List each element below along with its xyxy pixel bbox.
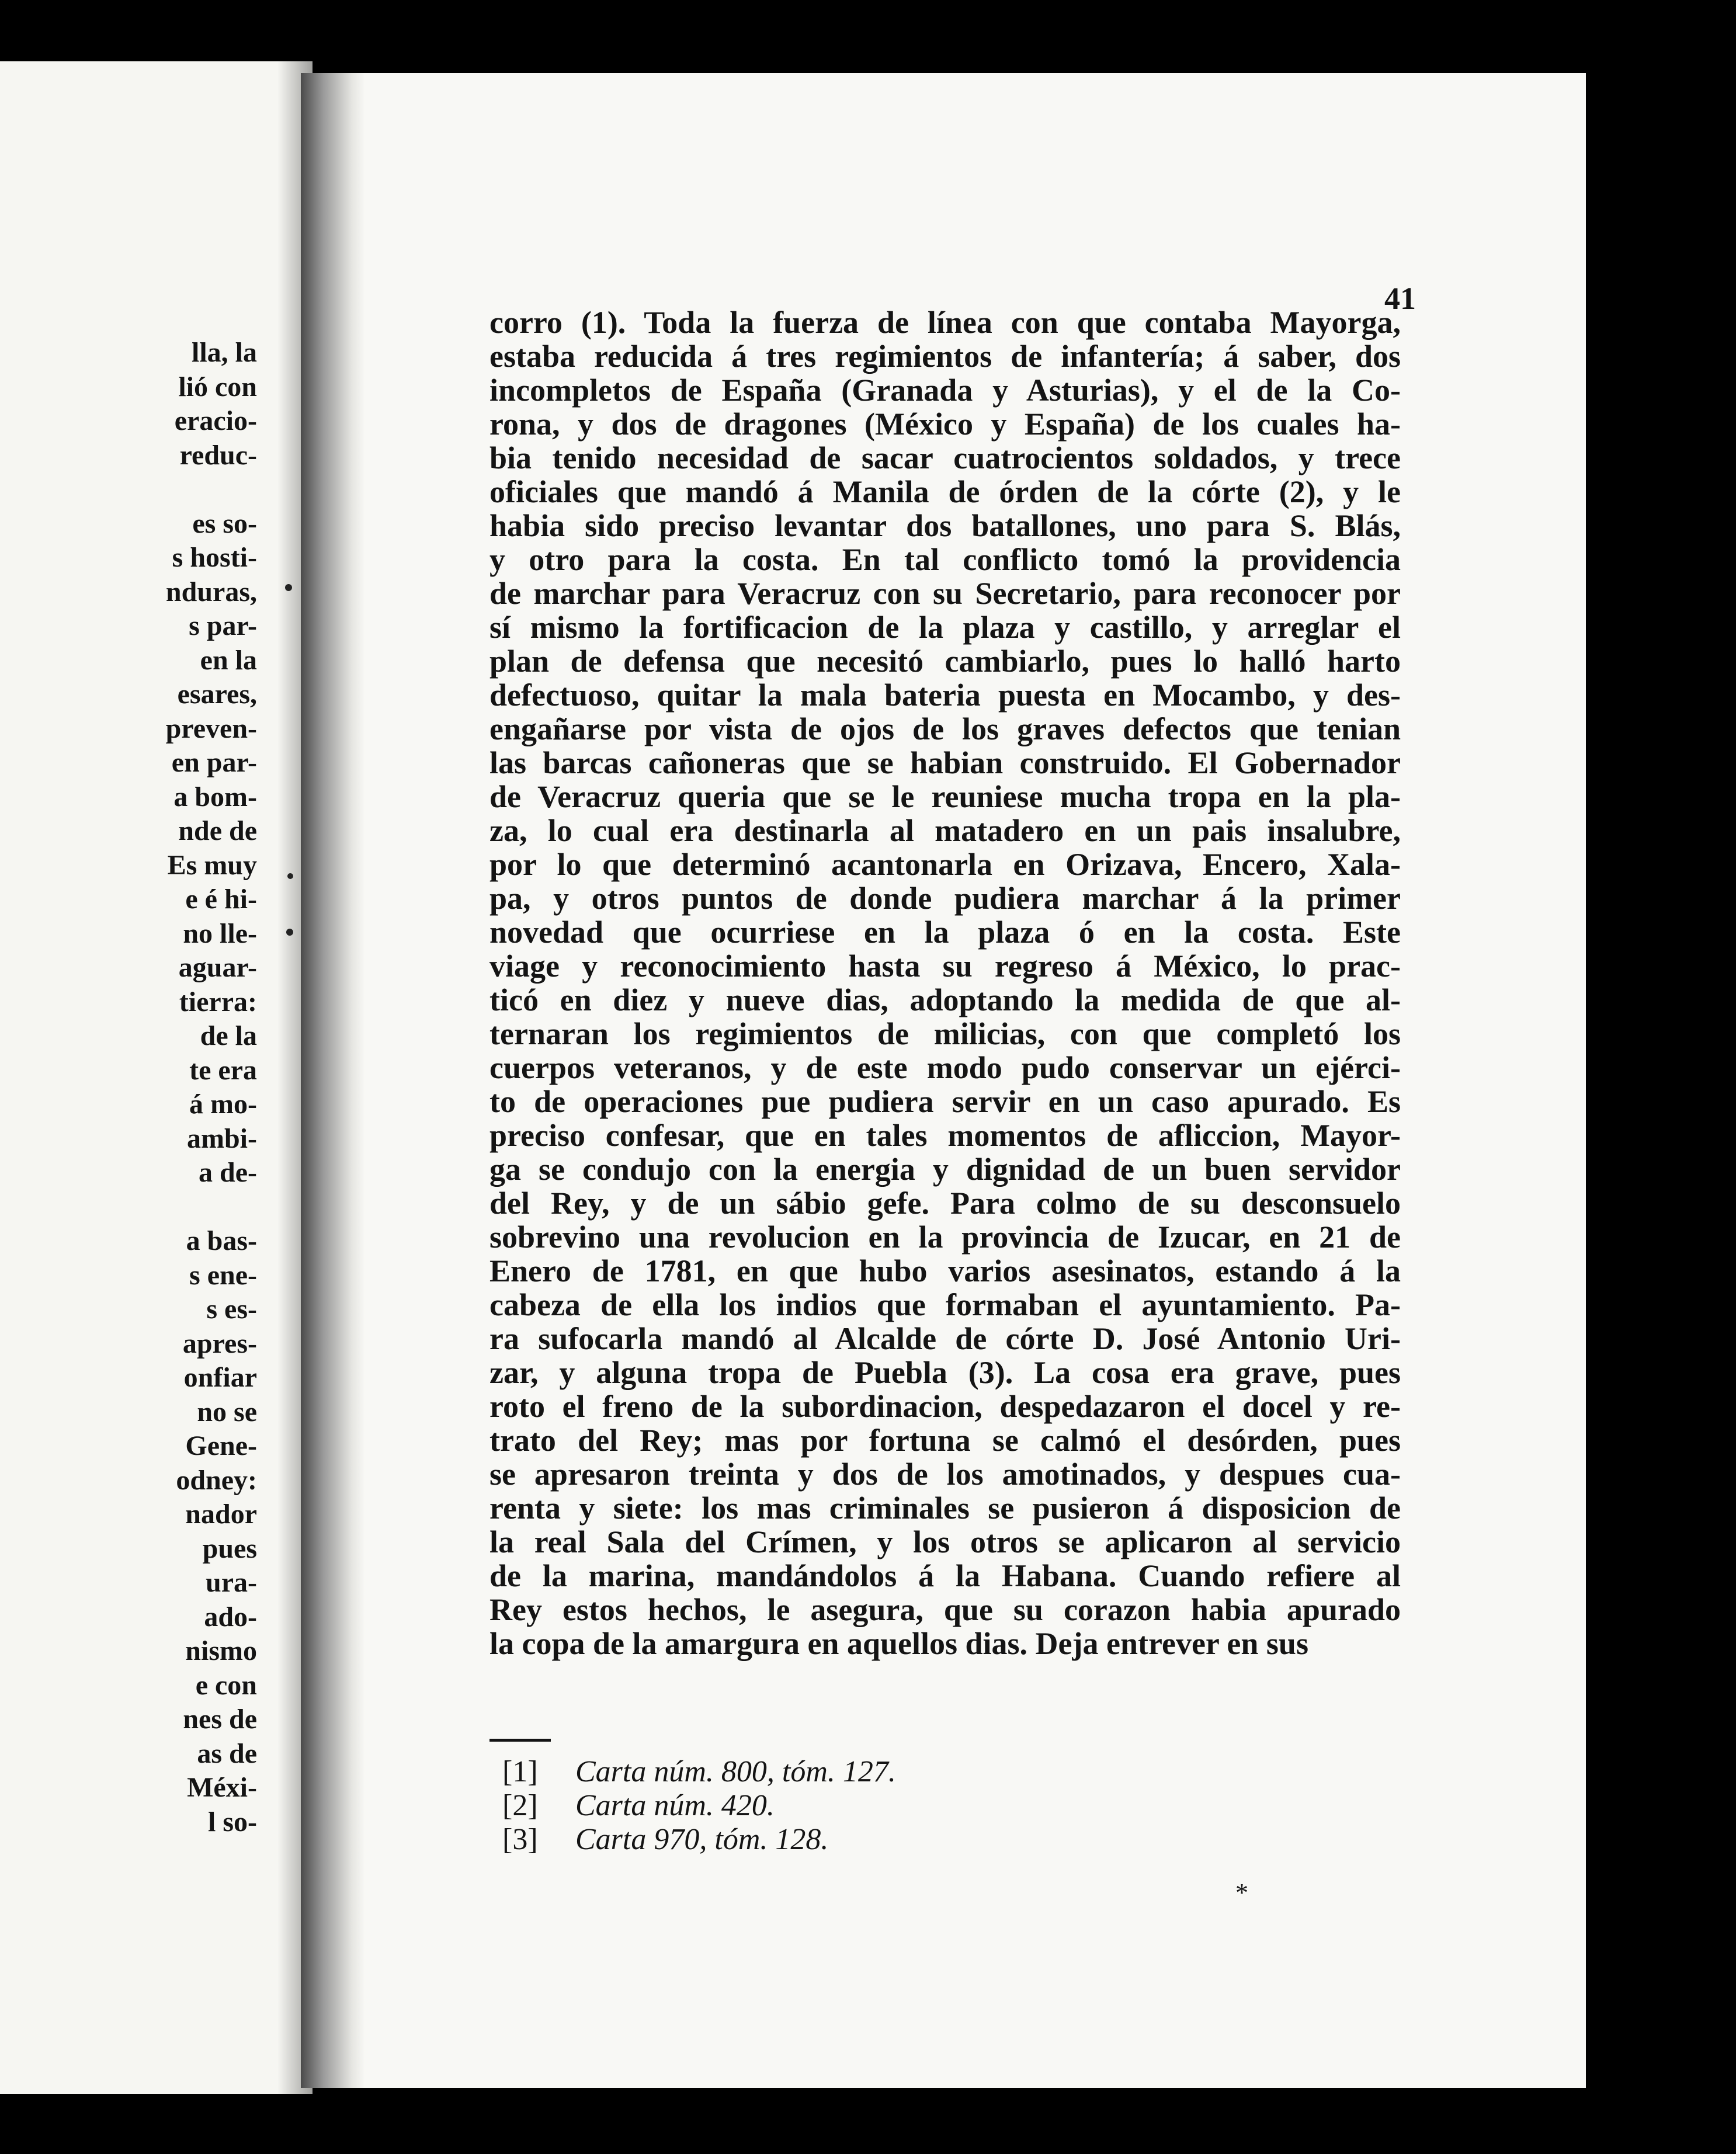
left-page-line: de la (200, 1020, 257, 1051)
left-page-line: a bas- (186, 1225, 257, 1256)
footnote-text: Carta núm. 420. (575, 1789, 775, 1822)
body-line: ga se condujo con la energia y dignidad de un buen servidor (489, 1152, 1401, 1187)
left-page-line: en par- (171, 747, 257, 778)
body-line: novedad que ocurriese en la plaza ó en la costa. Este (489, 915, 1401, 950)
body-line: trato del Rey; mas por fortuna se calmó el desórden, pues (489, 1423, 1401, 1458)
left-page-line: s es- (206, 1294, 257, 1325)
footnote (502, 1789, 1028, 1823)
body-line: sí mismo la fortificacion de la plaza y castillo, y arreglar el (489, 610, 1401, 645)
footnote-mark: [2] (502, 1789, 538, 1822)
body-line: de marchar para Veracruz con su Secretario, para reconocer por (489, 576, 1401, 611)
body-line: del Rey, y de un sábio gefe. Para colmo de su desconsuelo (489, 1186, 1401, 1221)
body-line: engañarse por vista de ojos de los graves defectos que tenian (489, 711, 1401, 746)
body-line: la real Sala del Crímen, y los otros se aplicaron al servicio (489, 1524, 1401, 1559)
body-line: estaba reducida á tres regimientos de infantería; á saber, dos (489, 339, 1401, 374)
left-page-line: reduc- (179, 439, 257, 471)
left-page-line: no se (197, 1396, 257, 1427)
footnote-mark: [1] (502, 1755, 538, 1788)
left-page-line: eracio- (174, 405, 257, 436)
left-page-line: esares, (177, 679, 257, 710)
body-line: de Veracruz queria que se le reuniese mucha tropa en la pla- (489, 779, 1401, 814)
left-page-line: odney: (176, 1464, 257, 1496)
left-page-line: aguar- (178, 952, 257, 983)
body-line: plan de defensa que necesitó cambiarlo, pues lo halló harto (489, 644, 1401, 679)
body-line: rona, y dos de dragones (México y España) de los cuales ha- (489, 407, 1401, 442)
left-page-line: Es muy (167, 849, 257, 881)
footnote-mark: [3] (502, 1823, 538, 1856)
left-page-line: ado- (204, 1601, 257, 1632)
body-line: por lo que determinó acantonarla en Orizava, Encero, Xala- (489, 847, 1401, 882)
left-page-line: pues (202, 1533, 257, 1564)
scan-speck (285, 584, 292, 591)
body-line: Enero de 1781, en que hubo varios asesinatos, estando á la (489, 1253, 1401, 1288)
body-line: ra sufocarla mandó al Alcalde de córte D. José Antonio Uri- (489, 1321, 1401, 1356)
left-page-line: lla, la (191, 337, 257, 368)
body-line: y otro para la costa. En tal conflicto tomó la providencia (489, 542, 1401, 577)
left-page-line: nduras, (165, 576, 257, 607)
left-page-line: preven- (165, 713, 257, 744)
left-page-line: s hosti- (172, 542, 257, 573)
left-page-text (23, 336, 257, 1839)
body-line: zar, y alguna tropa de Puebla (3). La cosa era grave, pues (489, 1355, 1401, 1390)
body-line: cabeza de ella los indios que formaban el ayuntamiento. Pa- (489, 1287, 1401, 1322)
body-text (489, 305, 1401, 1660)
footnotes (502, 1755, 1028, 1857)
body-line: Rey estos hechos, le asegura, que su corazon habia apurado (489, 1592, 1401, 1627)
left-page-line (23, 473, 257, 507)
left-page-line: apres- (182, 1328, 257, 1359)
body-line: se apresaron treinta y dos de los amotinados, y despues cua- (489, 1457, 1401, 1492)
body-line: bia tenido necesidad de sacar cuatrocientos soldados, y trece (489, 440, 1401, 475)
body-line: pa, y otros puntos de donde pudiera marchar á la primer (489, 881, 1401, 916)
body-line: habia sido preciso levantar dos batallones, uno para S. Blás, (489, 508, 1401, 543)
left-page-line: Gene- (185, 1430, 257, 1461)
left-page-line: l so- (208, 1806, 257, 1837)
body-line: las barcas cañoneras que se habian construido. El Gobernador (489, 745, 1401, 780)
body-line: ticó en diez y nueve dias, adoptando la medida de que al- (489, 982, 1401, 1017)
left-page-line: nes de (183, 1704, 257, 1735)
body-line: to de operaciones pue pudiera servir en un caso apurado. Es (489, 1084, 1401, 1119)
body-line: roto el freno de la subordinacion, despedazaron el docel y re- (489, 1389, 1401, 1424)
signature-mark: * (1235, 1878, 1248, 1907)
body-line: renta y siete: los mas criminales se pusieron á disposicion de (489, 1491, 1401, 1526)
left-page-line: te era (189, 1054, 257, 1086)
left-page-line: no lle- (183, 918, 257, 949)
left-page-line: s par- (189, 610, 257, 641)
left-page (0, 61, 313, 2094)
page-number: 41 (1384, 281, 1416, 316)
body-line: za, lo cual era destinarla al matadero en un pais insalubre, (489, 813, 1401, 848)
right-page (301, 73, 1586, 2088)
body-line: incompletos de España (Granada y Asturias), y el de la Co- (489, 373, 1401, 408)
left-page-line: as de (197, 1738, 257, 1769)
body-line: preciso confesar, que en tales momentos de afliccion, Mayor- (489, 1118, 1401, 1153)
scan-speck (286, 929, 293, 936)
scan-speck (287, 873, 293, 879)
footnote-text: Carta 970, tóm. 128. (575, 1823, 829, 1856)
left-page-line: e con (195, 1669, 257, 1701)
left-page-line: nde de (178, 815, 257, 846)
left-page-line: nador (185, 1499, 257, 1530)
footnote-rule (489, 1739, 551, 1742)
left-page-line: en la (200, 644, 257, 676)
left-page-line: es so- (192, 508, 257, 539)
body-line: oficiales que mandó á Manila de órden de la córte (2), y le (489, 474, 1401, 509)
left-page-line: a bom- (173, 781, 257, 812)
body-line: de la marina, mandándolos á la Habana. Cuando refiere al (489, 1558, 1401, 1593)
left-page-line: a de- (199, 1157, 257, 1188)
left-page-line: s ene- (189, 1259, 257, 1291)
left-page-line (23, 1190, 257, 1225)
left-page-line: nismo (185, 1635, 257, 1666)
footnote-text: Carta núm. 800, tóm. 127. (575, 1755, 896, 1788)
footnote (502, 1755, 1028, 1789)
left-page-line: tierra: (179, 986, 257, 1017)
left-page-line: ura- (206, 1567, 257, 1598)
left-page-line: lió con (178, 371, 257, 402)
body-line: corro (1). Toda la fuerza de línea con que contaba Mayorga, (489, 305, 1401, 340)
body-line: defectuoso, quitar la mala bateria puesta en Mocambo, y des- (489, 678, 1401, 713)
left-page-line: Méxi- (187, 1772, 257, 1803)
body-line: ternaran los regimientos de milicias, con que completó los (489, 1016, 1401, 1051)
left-page-line: onfiar (183, 1362, 257, 1393)
page-spine-shadow (301, 73, 365, 2088)
left-page-line: ambi- (187, 1123, 257, 1154)
body-line: viage y reconocimiento hasta su regreso á México, lo prac- (489, 949, 1401, 984)
left-page-line: e é hi- (185, 884, 257, 915)
body-line: la copa de la amargura en aquellos dias. Deja entrever en sus (489, 1626, 1308, 1661)
left-page-line: á mo- (189, 1089, 257, 1120)
body-line: cuerpos veteranos, y de este modo pudo conservar un ejérci- (489, 1050, 1401, 1085)
footnote (502, 1823, 1028, 1857)
body-line: sobrevino una revolucion en la provincia de Izucar, en 21 de (489, 1220, 1401, 1255)
